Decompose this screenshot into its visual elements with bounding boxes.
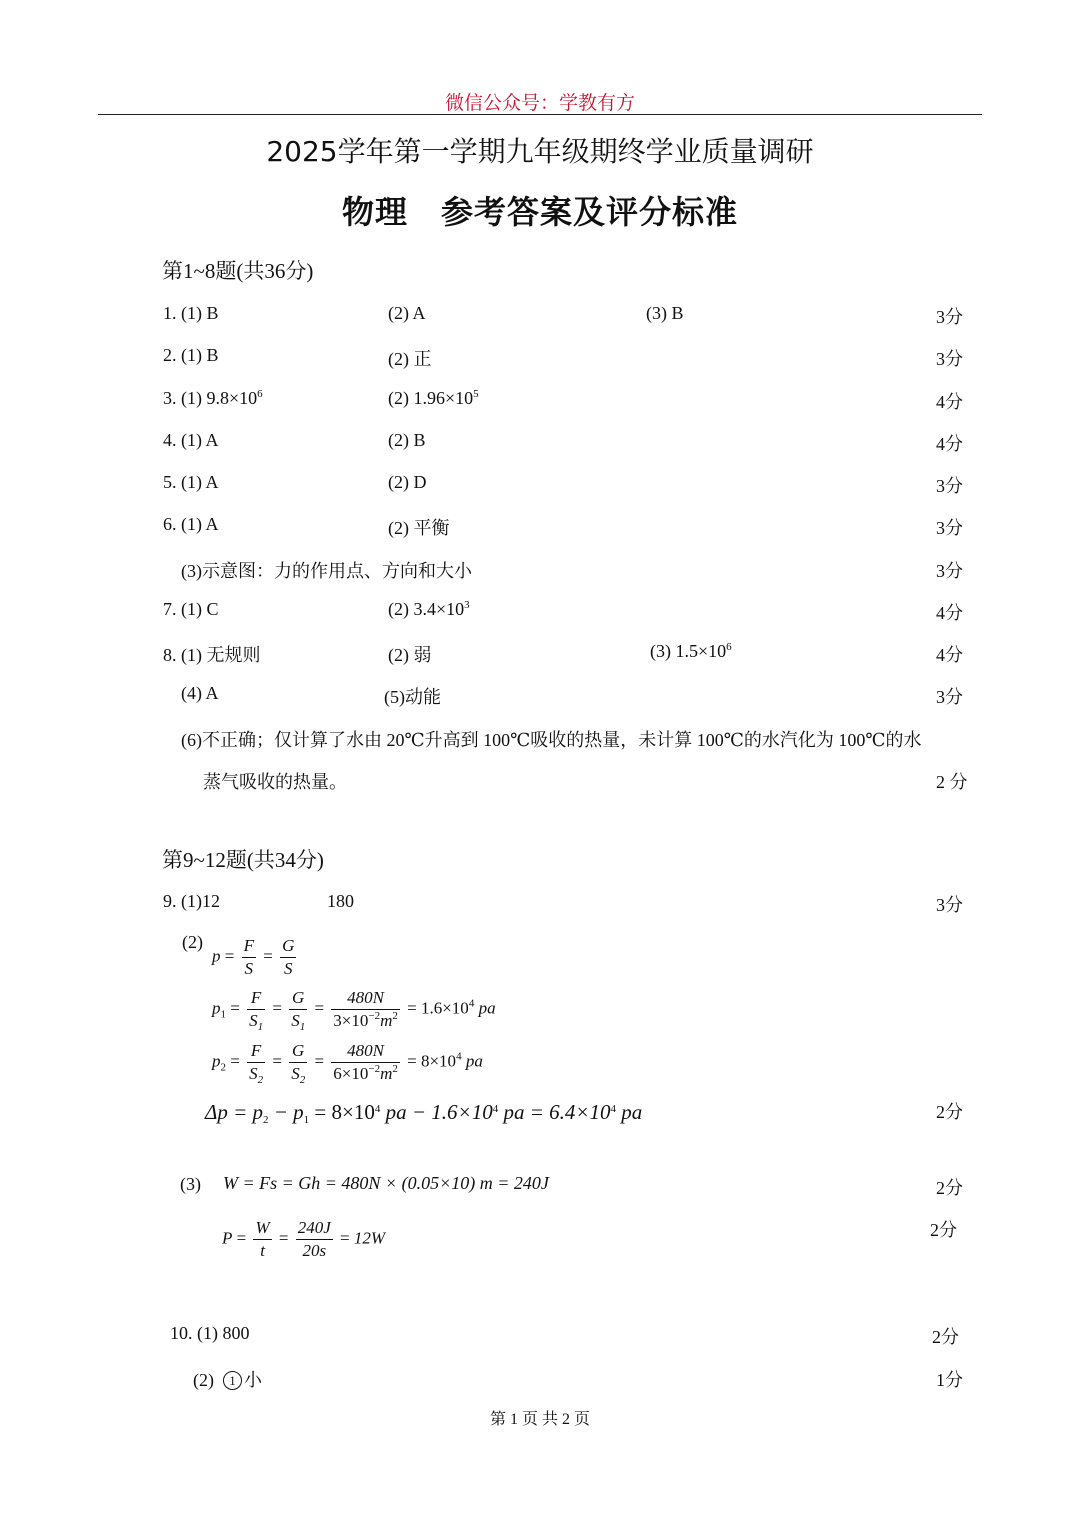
q9-part3-label: (3) xyxy=(180,1174,201,1194)
q8-part5: (5)动能 xyxy=(384,687,441,707)
q9-part1: 9. (1)12 xyxy=(163,891,220,911)
page-subtitle: 物理 参考答案及评分标准 xyxy=(341,193,738,231)
q9-part3-power-score: 2分 xyxy=(930,1220,957,1240)
q1-part1: 1. (1) B xyxy=(163,303,219,323)
q6-score: 3分 xyxy=(936,518,963,538)
formula-power: P = $\frac{W}{t}$ = $\frac{240J}{20s}$ = 12W xyxy=(222,1218,386,1260)
q8-part2: (2) 弱 xyxy=(388,645,432,665)
formula-pressure-change: $\Delta p = p_2 - p_1 = 8\times 10^4$ pa − $1.6\times 10^4$ pa = $6.4\times 10^4$ pa xyxy=(205,1100,643,1126)
q5-part2: (2) D xyxy=(388,472,427,492)
q9-part2-score: 2分 xyxy=(936,1102,963,1122)
q6-part2: (2) 平衡 xyxy=(388,518,450,538)
q2-part2: (2) 正 xyxy=(388,349,432,369)
q6-part3: (3)示意图：力的作用点、方向和大小 xyxy=(181,561,472,581)
circled-number-1: 1 xyxy=(223,1371,242,1390)
q1-part2: (2) A xyxy=(388,303,426,323)
q7-part1: 7. (1) C xyxy=(163,599,219,619)
section-1-heading: 第1~8题(共36分) xyxy=(162,259,314,283)
formula-pressure-1: $p_1$ = $\frac{F}{S_1}$ = $\frac{G}{S_1}$ = $\frac{480N}{3\times 10^{-2}m^2}$ = $1.6\times 10^4$ pa xyxy=(212,988,496,1033)
q10-part2-score: 1分 xyxy=(936,1370,963,1390)
q5-part1: 5. (1) A xyxy=(163,472,219,492)
q10-part2: (2) 1 小 xyxy=(193,1370,262,1390)
formula-pressure: p = $\frac{F}{S}$ = $\frac{G}{S}$ xyxy=(212,936,295,978)
q8-part6-line2: 蒸气吸收的热量。 xyxy=(203,772,347,792)
q3-part1: 3. (1) $9.8\times 10^6$ xyxy=(163,388,263,408)
q8-score: 4分 xyxy=(936,645,963,665)
q8-part6-score: 2 分 xyxy=(936,772,968,792)
q4-part1: 4. (1) A xyxy=(163,430,219,450)
q8-part4: (4) A xyxy=(181,683,219,703)
q10-part1: 10. (1) 800 xyxy=(170,1323,250,1343)
q8-part1: 8. (1) 无规则 xyxy=(163,645,261,665)
q3-score: 4分 xyxy=(936,392,963,412)
q9-part1-value2: 180 xyxy=(327,891,354,911)
q2-part1: 2. (1) B xyxy=(163,345,219,365)
q1-part3: (3) B xyxy=(646,303,684,323)
q8-part45-score: 3分 xyxy=(936,687,963,707)
q7-score: 4分 xyxy=(936,603,963,623)
q4-part2: (2) B xyxy=(388,430,426,450)
q6-part3-score: 3分 xyxy=(936,561,963,581)
q9-part3-score: 2分 xyxy=(936,1178,963,1198)
q4-score: 4分 xyxy=(936,434,963,454)
q6-part1: 6. (1) A xyxy=(163,514,219,534)
q8-part6-line1: (6)不正确；仅计算了水由 20℃升高到 100℃吸收的热量，未计算 100℃的水汽化为 100℃的水 xyxy=(181,730,922,750)
wechat-account-note: 微信公众号：学教有方 xyxy=(444,93,635,114)
formula-pressure-2: $p_2$ = $\frac{F}{S_2}$ = $\frac{G}{S_2}$ = $\frac{480N}{6\times 10^{-2}m^2}$ = $8\times 10^4$ pa xyxy=(212,1041,483,1086)
q10-part1-score: 2分 xyxy=(932,1327,959,1347)
q3-part2: (2) $1.96\times 10^5$ xyxy=(388,388,479,408)
section-2-heading: 第9~12题(共34分) xyxy=(162,848,324,872)
formula-work: W = Fs = Gh = 480N × (0.05×10) m = 240J xyxy=(223,1173,549,1193)
q1-score: 3分 xyxy=(936,307,963,327)
q5-score: 3分 xyxy=(936,476,963,496)
page-title: 2025学年第一学期九年级期终学业质量调研 xyxy=(266,135,814,168)
q9-part2-label: (2) xyxy=(182,932,203,952)
page-number: 第 1 页 共 2 页 xyxy=(489,1411,590,1428)
q2-score: 3分 xyxy=(936,349,963,369)
header-divider xyxy=(98,114,982,115)
q7-part2: (2) $3.4\times 10^3$ xyxy=(388,599,470,619)
q8-part3: (3) $1.5\times 10^6$ xyxy=(650,641,732,661)
q9-part1-score: 3分 xyxy=(936,895,963,915)
